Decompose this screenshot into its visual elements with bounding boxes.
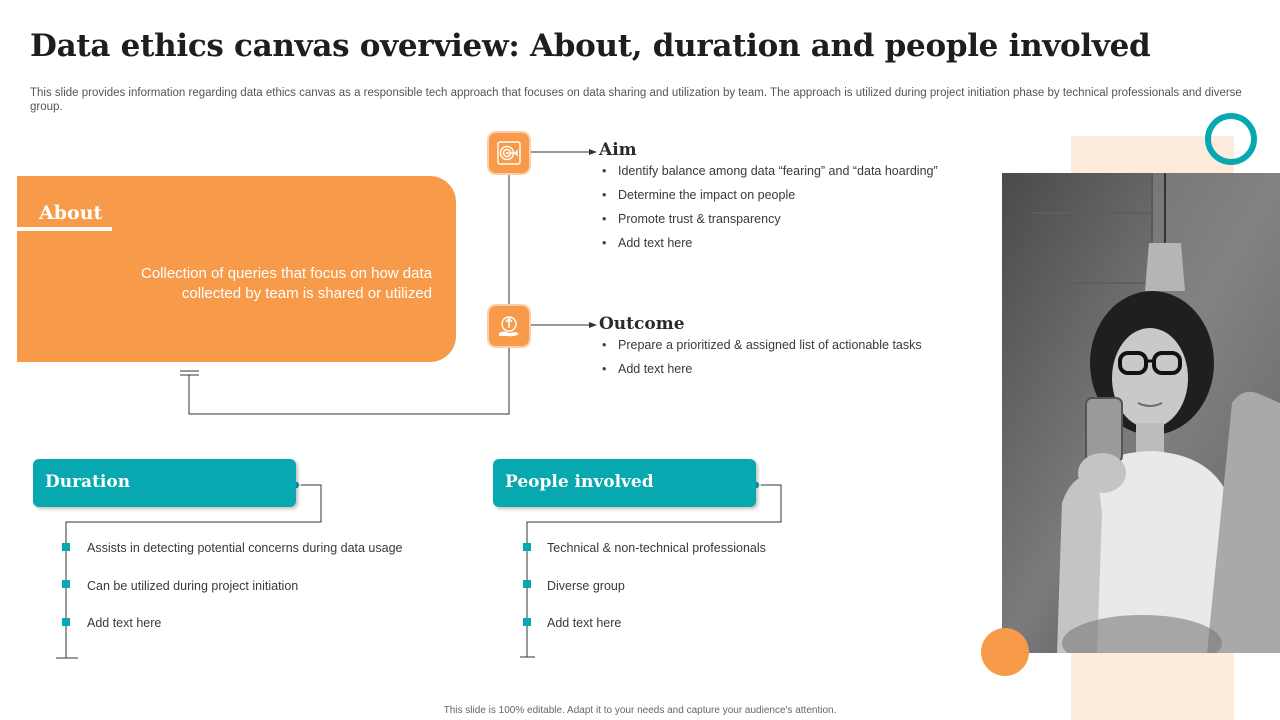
aim-title: Aim xyxy=(599,140,637,160)
footer-note: This slide is 100% editable. Adapt it to your needs and capture your audience's attention. xyxy=(443,705,837,716)
hand-arrow-icon xyxy=(489,306,529,346)
teal-ring-decoration xyxy=(1205,113,1257,165)
orange-circle-decoration xyxy=(981,628,1029,676)
duration-title: Duration xyxy=(45,472,131,492)
about-title: About xyxy=(39,202,103,224)
list-item: • Add text here xyxy=(600,361,922,385)
people-header xyxy=(493,459,756,507)
list-item: • Promote trust & transparency xyxy=(600,211,938,235)
list-item: • Prepare a prioritized & assigned list of actionable tasks xyxy=(600,337,922,361)
list-item: • Add text here xyxy=(600,235,938,259)
people-title: People involved xyxy=(505,472,654,492)
list-item: • Determine the impact on people xyxy=(600,187,938,211)
about-card xyxy=(17,176,456,362)
about-underline xyxy=(17,227,112,231)
duration-list xyxy=(87,541,402,654)
outcome-list xyxy=(600,337,922,385)
list-item: Add text here xyxy=(87,616,162,630)
slide-subtitle: This slide provides information regarding data ethics canvas as a responsible tech approach that focuses on data sharing and utilization by team. The approach is utilized during project initiation phase by technical professionals and diverse group. xyxy=(30,87,1242,113)
about-description: Collection of queries that focus on how data collected by team is shared or utilized xyxy=(140,265,432,302)
list-item: Add text here xyxy=(547,616,622,630)
aim-list xyxy=(600,163,938,259)
outcome-title: Outcome xyxy=(599,314,685,334)
list-item: Can be utilized during project initiation xyxy=(87,578,299,593)
list-item: Technical & non-technical professionals xyxy=(547,541,766,555)
duration-header xyxy=(33,459,296,507)
people-list xyxy=(547,541,766,654)
target-icon xyxy=(489,133,529,173)
list-item: • Identify balance among data “fearing” and “data hoarding” xyxy=(600,163,938,187)
list-item: Assists in detecting potential concerns during data usage xyxy=(87,541,403,555)
list-item: Diverse group xyxy=(547,578,625,593)
woman-with-phone-photo xyxy=(1002,173,1280,653)
slide-title: Data ethics canvas overview: About, duration and people involved xyxy=(30,28,1151,64)
